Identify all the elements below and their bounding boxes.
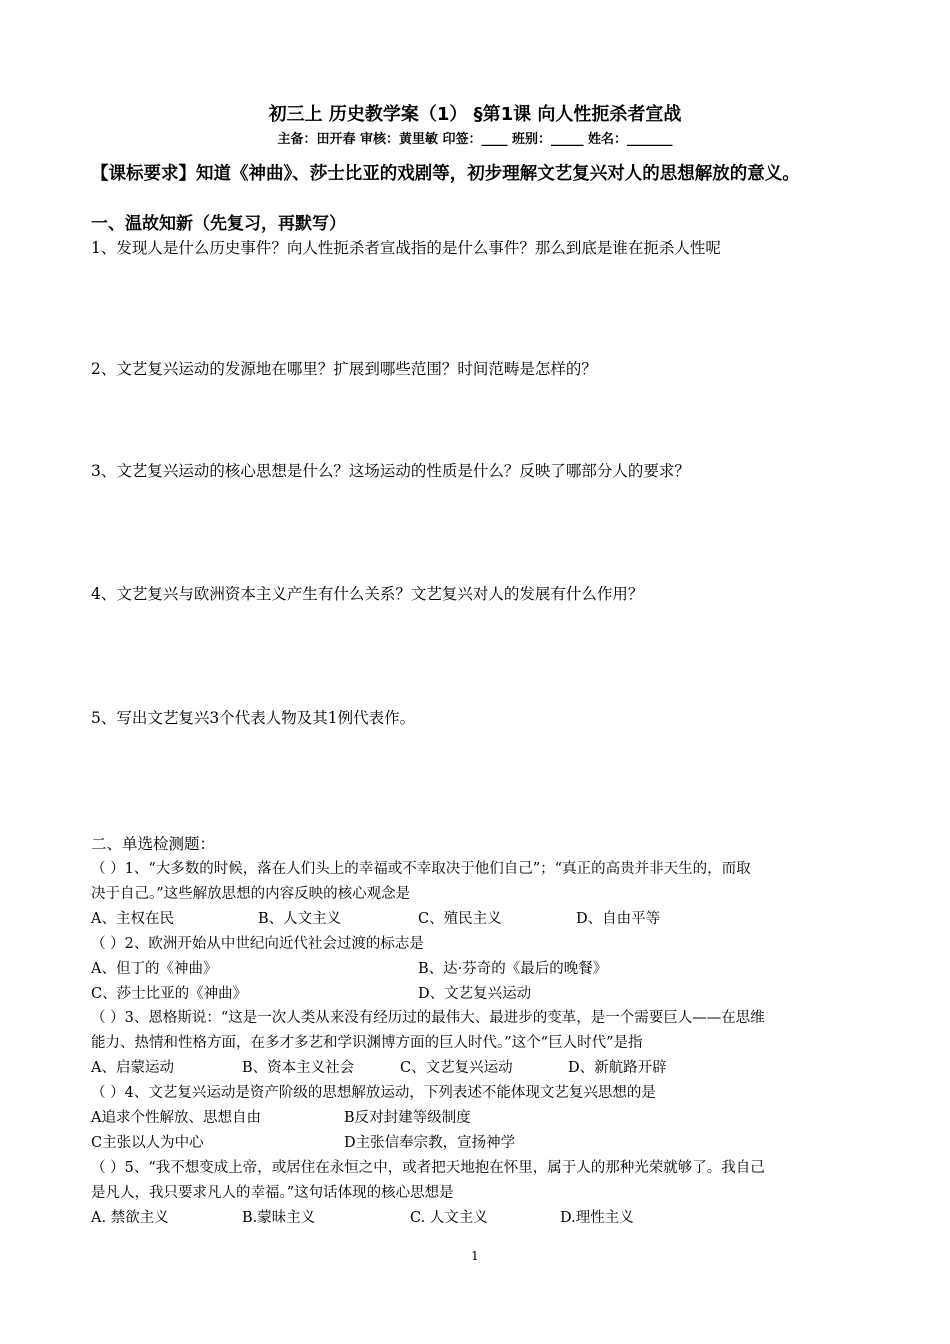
mc-question-2-options-row1 bbox=[0, 957, 950, 979]
section2-heading: 二、单选检测题： bbox=[91, 835, 216, 853]
page-title: 初三上 历史教学案（1） §第1课 向人性扼杀者宣战 bbox=[268, 104, 682, 125]
page-number: 1 bbox=[471, 1249, 479, 1263]
review-question-5: 5、写出文艺复兴3个代表人物及其1例代表作。 bbox=[91, 709, 416, 727]
mc-question-2-options-row2 bbox=[0, 982, 950, 1004]
option-b: B、资本主义社会 bbox=[242, 1060, 355, 1076]
option-c: C、莎士比亚的《神曲》 bbox=[91, 986, 248, 1002]
option-d: D、新航路开辟 bbox=[568, 1060, 667, 1076]
option-a: A. 禁欲主义 bbox=[91, 1210, 169, 1226]
mc-question-5-line1: （ ）5、“我不想变成上帝，或居住在永恒之中，或者把天地抱在怀里，属于人的那种光荣就够了。我自己 bbox=[91, 1160, 765, 1176]
option-b: B反对封建等级制度 bbox=[344, 1110, 471, 1126]
option-a: A、主权在民 bbox=[91, 911, 174, 927]
review-question-4: 4、文艺复兴与欧洲资本主义产生有什么关系？文艺复兴对人的发展有什么作用？ bbox=[91, 585, 644, 603]
mc-question-5-options bbox=[0, 1206, 950, 1228]
option-a: A追求个性解放、思想自由 bbox=[91, 1110, 261, 1126]
mc-question-2-line1: （ ）2、欧洲开始从中世纪向近代社会过渡的标志是 bbox=[91, 936, 424, 952]
option-b: B、人文主义 bbox=[258, 911, 342, 927]
option-c: C主张以人为中心 bbox=[91, 1135, 204, 1151]
mc-question-1-options bbox=[0, 907, 950, 929]
mc-question-4-line1: （ ）4、文艺复兴运动是资产阶级的思想解放运动，下列表述不能体现文艺复兴思想的是 bbox=[91, 1085, 656, 1101]
mc-question-1-line2: 决于自己。”这些解放思想的内容反映的核心观念是 bbox=[91, 886, 411, 902]
review-question-2: 2、文艺复兴运动的发源地在哪里？扩展到哪些范围？时间范畴是怎样的？ bbox=[91, 360, 597, 378]
mc-question-3-line2: 能力、热情和性格方面，在多才多艺和学识渊博方面的巨人时代。”这个“巨人时代”是指 bbox=[91, 1035, 643, 1051]
option-c: C、殖民主义 bbox=[418, 911, 502, 927]
section1-heading: 一、温故知新（先复习，再默写） bbox=[91, 214, 346, 234]
mc-question-4-options-row1 bbox=[0, 1106, 950, 1128]
mc-question-5-line2: 是凡人，我只要求凡人的幸福。”这句话体现的核心思想是 bbox=[91, 1185, 454, 1201]
option-d: D、文艺复兴运动 bbox=[418, 986, 532, 1002]
option-c: C、文艺复兴运动 bbox=[400, 1060, 513, 1076]
option-a: A、启蒙运动 bbox=[91, 1060, 174, 1076]
mc-question-3-line1: （ ）3、恩格斯说：“这是一次人类从来没有经历过的最伟大、最进步的变革，是一个需要巨人——在思维 bbox=[91, 1010, 765, 1026]
option-c: C. 人文主义 bbox=[410, 1210, 488, 1226]
option-a: A、但丁的《神曲》 bbox=[91, 961, 218, 977]
option-d: D、自由平等 bbox=[576, 911, 661, 927]
curriculum-requirement: 【课标要求】知道《神曲》、莎士比亚的戏剧等，初步理解文艺复兴对人的思想解放的意义。 bbox=[91, 164, 800, 184]
mc-question-1-line1: （ ）1、“大多数的时候，落在人们头上的幸福或不幸取决于他们自己”；“真正的高贵并非天生的，而取 bbox=[91, 861, 751, 877]
review-question-1: 1、发现人是什么历史事件？向人性扼杀者宣战指的是什么事件？那么到底是谁在扼杀人性呢 bbox=[91, 239, 721, 257]
mc-question-4-options-row2 bbox=[0, 1131, 950, 1153]
option-d: D.理性主义 bbox=[560, 1210, 634, 1226]
option-d: D主张信奉宗教，宣扬神学 bbox=[344, 1135, 516, 1151]
option-b: B.蒙昧主义 bbox=[242, 1210, 316, 1226]
review-question-3: 3、文艺复兴运动的核心思想是什么？这场运动的性质是什么？反映了哪部分人的要求？ bbox=[91, 462, 690, 480]
author-info-line: 主备：田开春 审核：黄里敏 印签：____ 班别：_____ 姓名：_______ bbox=[277, 132, 673, 147]
mc-question-3-options bbox=[0, 1056, 950, 1078]
option-b: B、达·芬奇的《最后的晚餐》 bbox=[418, 961, 608, 977]
